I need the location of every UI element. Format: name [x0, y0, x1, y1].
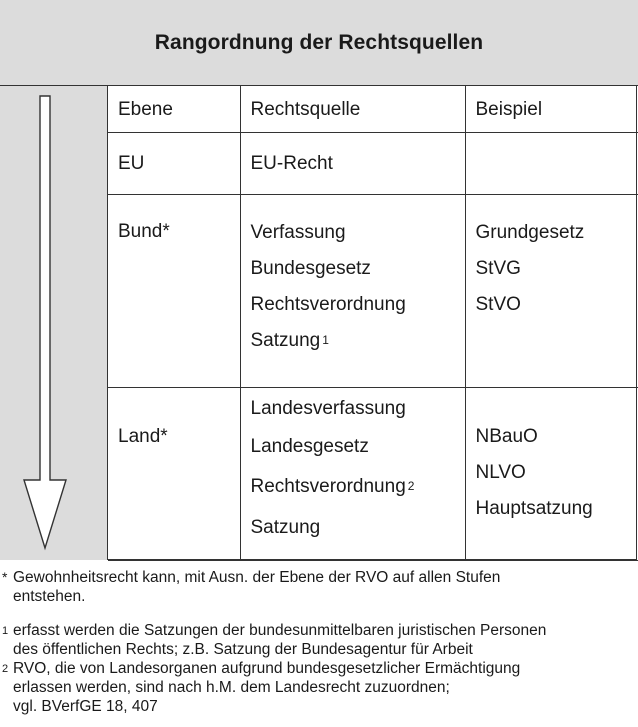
list-item: NBauO [475, 425, 538, 447]
hierarchy-arrow-column [0, 86, 108, 560]
list-item: Satzung [250, 516, 321, 538]
list-item: NLVO [475, 461, 526, 483]
table-row-land [108, 388, 638, 561]
list-item: Bundesgesetz [250, 257, 371, 279]
page-title: Rangordnung der Rechtsquellen [154, 30, 484, 54]
cell-rechtsquelle [240, 388, 465, 561]
cell-ebene: Bund* [108, 195, 240, 388]
list-item: Landesverfassung [250, 397, 406, 419]
footnote-asterisk: * Gewohnheitsrecht kann, mit Ausn. der Ebene der RVO auf allen Stufen entstehen. [2, 569, 501, 605]
table-header-row [108, 86, 638, 133]
header-ebene: Ebene [108, 86, 240, 133]
cell-beispiel [465, 388, 638, 561]
cell-rechtsquelle [240, 195, 465, 388]
list-item: StVG [475, 257, 521, 279]
down-arrow-icon [0, 86, 107, 560]
list-item: Rechtsverordnung [250, 293, 406, 315]
list-item: Verfassung [250, 221, 346, 243]
cell-beispiel [465, 133, 638, 195]
cell-rechtsquelle: EU-Recht [240, 133, 465, 195]
list-item: Hauptsatzung [475, 497, 593, 519]
list-item: Landesgesetz [250, 435, 369, 457]
footnotes [0, 568, 638, 716]
header-beispiel: Beispiel [465, 86, 638, 133]
cell-beispiel [465, 195, 638, 388]
list-item: Satzung 1 [250, 329, 329, 351]
list-item: Rechtsverordnung 2 [250, 475, 415, 497]
footnote-1: 1 erfasst werden die Satzungen der bundesunmittelbaren juristischen Personen des öffentlichen Rechts; z.B. Satzung der Bundesagentur für Arbeit [2, 622, 547, 658]
hierarchy-table [108, 86, 638, 561]
cell-ebene: Land* [108, 388, 240, 561]
table-row-eu [108, 133, 638, 195]
title-bar [0, 0, 638, 86]
table-row-bund [108, 195, 638, 388]
header-rechtsquelle: Rechtsquelle [240, 86, 465, 133]
list-item: Grundgesetz [475, 221, 585, 243]
list-item: StVO [475, 293, 521, 315]
footnote-2: 2 RVO, die von Landesorganen aufgrund bundesgesetzlicher Ermächtigung erlassen werden, sind nach h.M. dem Landesrecht zuzuordnen; vgl. BVerfGE 18, 407 [2, 660, 521, 715]
cell-ebene: EU [108, 133, 240, 195]
